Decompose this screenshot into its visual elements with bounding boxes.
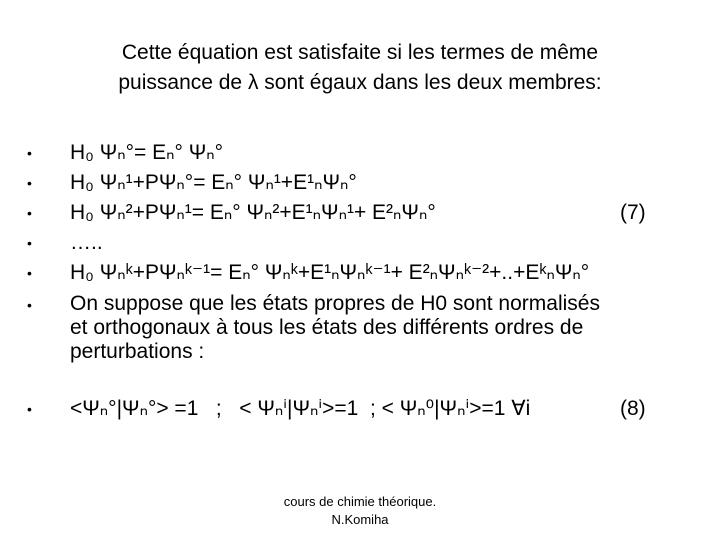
footer-course: cours de chimie théorique. (283, 494, 437, 509)
bullet-marker: • (27, 265, 32, 281)
bullet-marker: • (27, 145, 32, 161)
bullet-marker: • (27, 235, 32, 251)
ellipsis-text: ….. (70, 231, 103, 254)
paragraph-line-1: On suppose que les états propres de H0 sont normalisés (70, 292, 600, 315)
equation-order-k: H₀ Ψₙᵏ+PΨₙᵏ⁻¹= Eₙ° Ψₙᵏ+E¹ₙΨₙᵏ⁻¹+ E²ₙΨₙᵏ⁻²+..+EᵏₙΨₙ° (70, 261, 590, 284)
paragraph-line-3: perturbations : (70, 340, 205, 363)
paragraph-line-2: et orthogonaux à tous les états des différents ordres de (70, 316, 584, 339)
equation-order-2: H₀ Ψₙ²+PΨₙ¹= Eₙ° Ψₙ²+E¹ₙΨₙ¹+ E²ₙΨₙ° (70, 201, 436, 224)
orthonormality-conditions: <Ψₙ°|Ψₙ°> =1 ; < Ψₙⁱ|Ψₙⁱ>=1 ; < Ψₙ⁰|Ψₙⁱ>=1 ∀i (70, 397, 531, 420)
bullet-marker: • (27, 205, 32, 221)
bullet-marker: • (27, 401, 32, 417)
title-line-1: Cette équation est satisfaite si les termes de même (121, 41, 599, 64)
slide-footer (240, 493, 480, 529)
bullet-marker: • (27, 297, 32, 313)
title-line-2: puissance de λ sont égaux dans les deux membres: (118, 71, 602, 94)
normalization-paragraph (70, 292, 690, 364)
footer-author: N.Komiha (331, 512, 389, 527)
bullet-marker: • (27, 175, 32, 191)
slide-title (60, 38, 660, 98)
equation-number-7: (7) (620, 201, 646, 224)
equation-order-1: H₀ Ψₙ¹+PΨₙ°= Eₙ° Ψₙ¹+E¹ₙΨₙ° (70, 171, 357, 194)
equation-order-0: H₀ Ψₙ°= Eₙ° Ψₙ° (70, 141, 224, 164)
equation-number-8: (8) (620, 397, 646, 420)
